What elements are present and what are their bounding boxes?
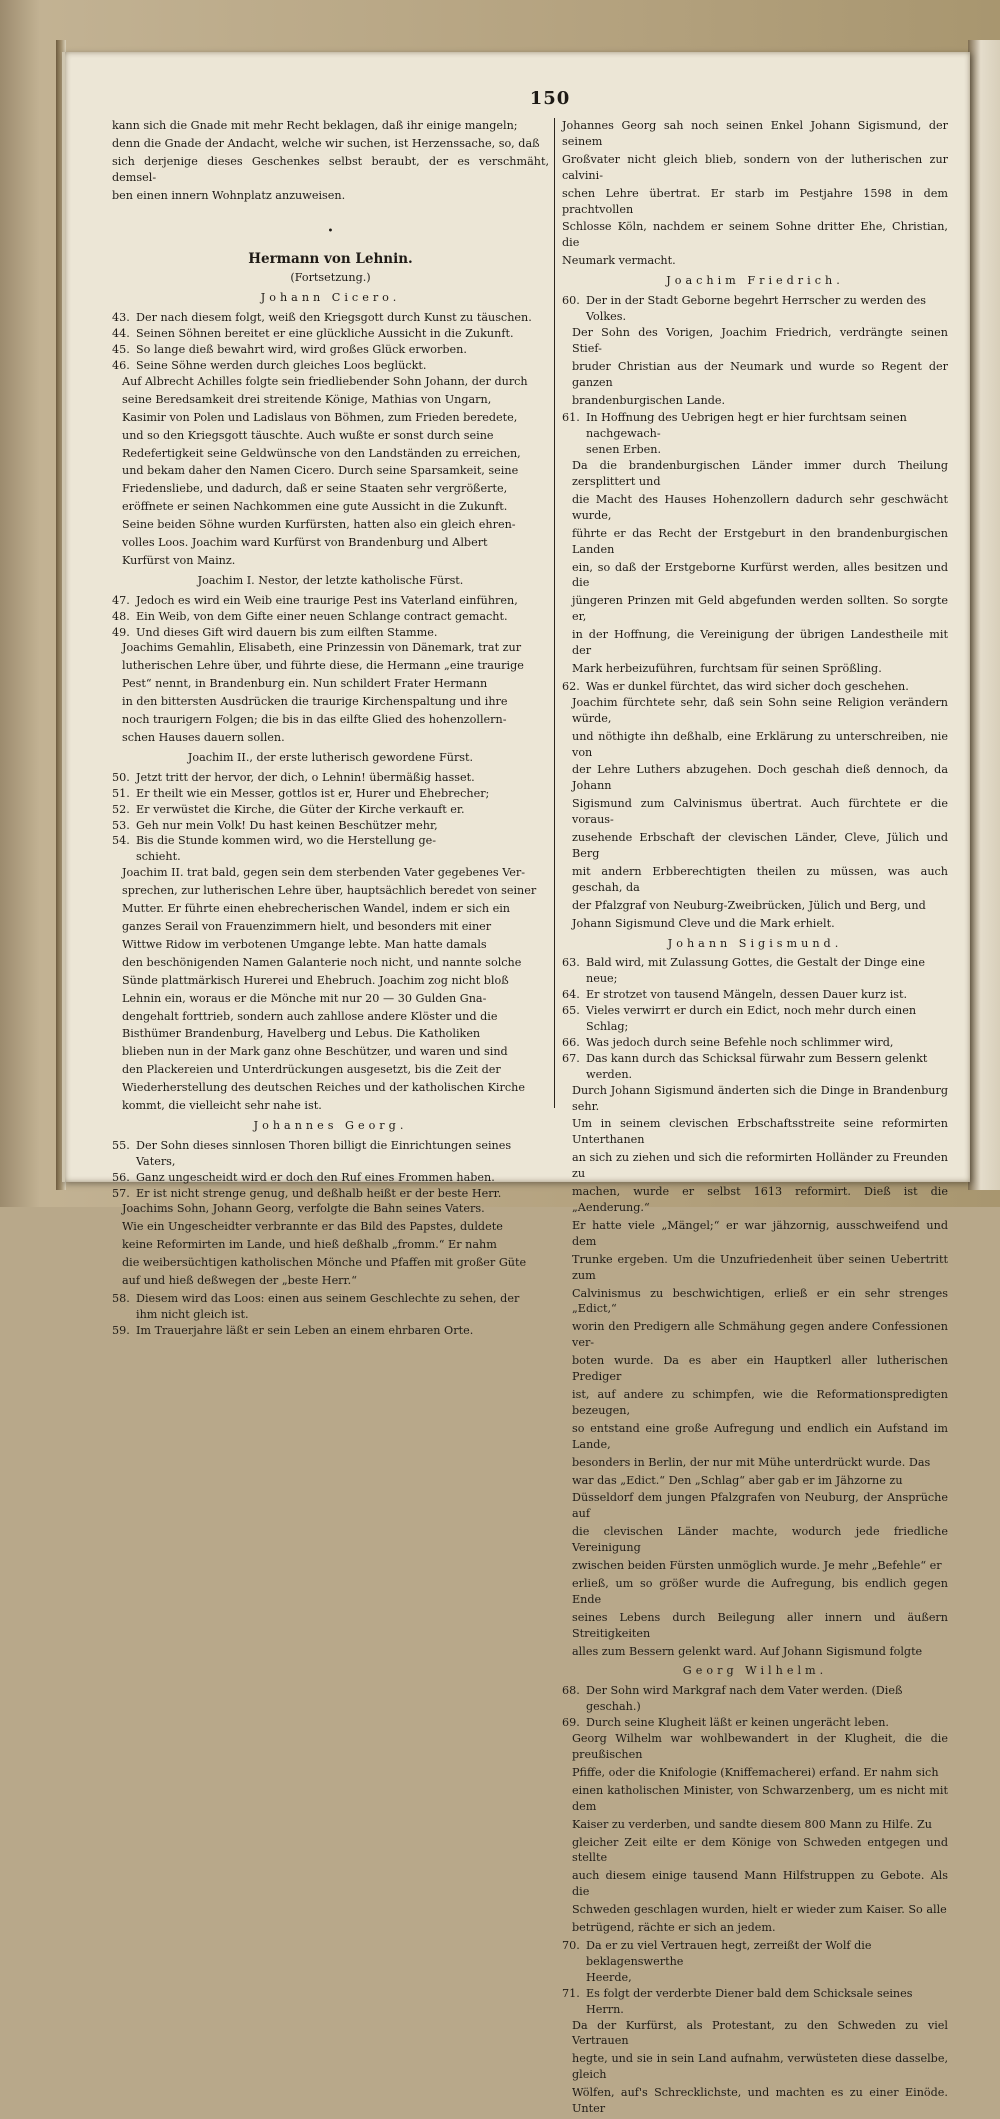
commentary-line: seines Lebens durch Beilegung aller innern und äußern Streitigkeiten [572,1610,948,1640]
commentary-line: Sünde plattmärkisch Hurerei und Ehebruch. Joachim zog nicht bloß [122,973,509,987]
verse-text: Und dieses Gift wird dauern bis zum eilften Stamme. [136,625,438,639]
commentary-line: die Macht des Hauses Hohenzollern dadurch sehr geschwächt wurde, [572,492,948,522]
commentary-line: Joachims Sohn, Johann Georg, verfolgte die Bahn seines Vaters. [122,1202,485,1216]
commentary-line: blieben nun in der Mark ganz ohne Beschützer, und waren und sind [122,1045,508,1059]
verse [562,1035,948,1051]
commentary-line: den beschönigenden Namen Galanterie noch nicht, und nannte solche [122,955,522,969]
verse-number: 61. [562,411,580,425]
commentary-line: dengehalt forttrieb, sondern auch zahllose andere Klöster und die [122,1009,498,1023]
verse [112,1291,549,1307]
commentary-line: Sigismund zum Calvinismus übertrat. Auch fürchtete er die voraus- [572,797,948,827]
verse [112,609,549,625]
verse-number: 54. [112,834,130,848]
verse-number: 63. [562,956,580,970]
commentary-line: noch traurigern Folgen; die bis in das eilfte Glied des hohenzollern- [122,713,507,727]
commentary-line: ein, so daß der Erstgeborne Kurfürst werden, alles besitzen und die [572,560,948,590]
commentary-line: Lehnin ein, woraus er die Mönche mit nur 20 — 30 Gulden Gna- [122,991,487,1005]
commentary-line: boten wurde. Da es aber ein Hauptkerl aller lutherischen Prediger [572,1354,948,1384]
verse [112,1138,549,1154]
verse-number: 60. [562,294,580,308]
verse-text: Was jedoch durch seine Befehle noch schlimmer wird, [586,1035,894,1049]
right-column [562,118,948,2119]
verse-text: Der Sohn wird Markgraf nach dem Vater werden. (Dieß geschah.) [586,1684,903,1714]
commentary-line: betrügend, rächte er sich an jedem. [572,1921,776,1935]
commentary-line: jüngeren Prinzen mit Geld abgefunden werden sollten. So sorgte er, [572,594,948,624]
verse [112,802,549,818]
commentary-line: die clevischen Länder machte, wodurch jede friedliche Vereinigung [572,1525,948,1555]
commentary-line: der Lehre Luthers abzugehen. Doch geschah dieß dennoch, da Johann [572,763,948,793]
verse-number: 46. [112,358,130,372]
commentary-line: Seine beiden Söhne wurden Kurfürsten, hatten also ein gleich ehren- [122,518,516,532]
commentary-line: Joachims Gemahlin, Elisabeth, eine Prinzessin von Dänemark, trat zur [122,641,522,655]
verse [112,326,549,342]
verse [562,955,948,987]
commentary-line: in der Hoffnung, die Vereinigung der übrigen Landestheile mit der [572,628,948,658]
column-divider [554,118,555,1108]
text-line: Neumark vermacht. [562,254,676,268]
commentary-line: Pest“ nennt, in Brandenburg ein. Nun schildert Frater Hermann [122,677,488,691]
commentary-line: Georg Wilhelm war wohlbewandert in der Klugheit, die die preußischen [572,1732,948,1761]
commentary-line: Wölfen, auf's Schrecklichste, und machten es zu einer Einöde. Unter [572,2086,948,2116]
verse [562,987,948,1003]
commentary-line: zwischen beiden Fürsten unmöglich wurde. Je mehr „Befehle“ er [572,1559,942,1573]
verse-number: 68. [562,1684,580,1698]
commentary-line: Kurfürst von Mainz. [122,553,236,567]
verse-text: Im Trauerjahre läßt er sein Leben an einem ehrbaren Orte. [136,1323,474,1337]
verse-text: Er strotzet von tausend Mängeln, dessen Dauer kurz ist. [586,988,908,1002]
verse-text: Ganz ungescheidt wird er doch den Ruf eines Frommen haben. [136,1170,495,1184]
verse-text: Jedoch es wird ein Weib eine traurige Pest ins Vaterland einführen, [136,593,518,607]
verse [112,1323,549,1339]
commentary-line: keine Reformirten im Lande, und hieß deßhalb „fromm.“ Er nahm [122,1238,497,1252]
verse [112,786,549,802]
commentary-line: Der Sohn des Vorigen, Joachim Friedrich, verdrängte seinen Stief- [572,325,948,355]
verse [112,625,549,641]
text-line: Großvater nicht gleich blieb, sondern von der lutherischen zur calvini- [562,152,948,182]
verse-text: Jetzt tritt der hervor, der dich, o Lehnin! übermäßig hasset. [136,770,475,784]
commentary-line: brandenburgischen Lande. [572,393,726,407]
verse-text: Was er dunkel fürchtet, das wird sicher doch geschehen. [586,679,909,693]
verse-number: 62. [562,679,580,693]
section-heading: Johannes Georg. [253,1118,408,1132]
verse-number: 71. [562,1986,580,2000]
commentary-line: lutherischen Lehre über, und führte diese, die Hermann „eine traurige [122,659,524,673]
verse-number: 69. [562,1716,580,1730]
facing-page-edge [968,40,1000,1190]
verse-number: 66. [562,1035,580,1049]
verse [112,1170,549,1186]
verse-continuation: schieht. [136,850,181,864]
commentary-line: alles zum Bessern gelenkt ward. Auf Johann Sigismund folgte [572,1644,923,1658]
verse [112,358,549,374]
verse [112,833,549,849]
verse-text: Durch seine Klugheit läßt er keinen ungerächt leben. [586,1716,889,1730]
verse-text: In Hoffnung des Uebrigen hegt er hier furchtsam seinen nachgewach- [586,411,907,441]
verse [562,1683,948,1715]
commentary-line: Mark herbeizuführen, furchtsam für seinen Sprößling. [572,662,882,675]
commentary-line: seine Beredsamkeit drei streitende Könige, Mathias von Ungarn, [122,392,492,406]
commentary-line: den Plackereien und Unterdrückungen ausgesetzt, bis die Zeit der [122,1063,501,1077]
commentary-line: Er hatte viele „Mängel;“ er war jähzornig, ausschweifend und dem [572,1218,948,1248]
verse-text: Bald wird, mit Zulassung Gottes, die Gestalt der Dinge eine neue; [586,956,925,986]
verse-text: Diesem wird das Loos: einen aus seinem Geschlechte zu sehen, der [136,1292,520,1305]
left-column: kann sich die Gnade mit mehr Recht beklagen, daß ihr einige mangeln; denn die Gnade der Andacht, welche wir suchen, ist Herzenssache, so, daß sich derjenige dieses Geschenkes selbst beraubt, der es verschmäht, demsel- ben einen innern Wohnplatz anzuweisen. • Hermann von Lehnin. (Fortsetzung.) Johann Cicero. 43. Der nach diesem folgt, weiß den Kriegsgott durch Kunst zu täuschen. 44. Seinen Söhnen bereitet er eine glückliche Aussicht in die Zukunft. 45. So lange dieß bewahrt wird, wird großes Glück erworben. 46. Seine Söhne werden durch gleiches Loos beglückt. Auf Albrecht Achilles folgte sein friedliebender Sohn Johann, der durch seine Beredsamkeit drei streitende Könige, Mathias von Ungarn, Kasimir von Polen und Ladislaus von Böhmen, zum Frieden beredete, und so den Kriegsgott täuschte. Auch wußte er sonst durch seine Redefertigkeit seine Geldwünsche von den Landständen zu erreichen, und bekam daher den Namen Cicero. Durch seine Sparsamkeit, seine Friedensliebe, und dadurch, daß er seine Staaten sehr vergrößerte, eröffnete er seinen Nachkommen eine gute Aussicht in die Zukunft. Seine beiden Söhne wurden Kurfürsten, hatten also ein gleich ehren- volles Loos. Joachim ward Kurfürst von Brandenburg und Albert Kurfürst von Mainz. Joachim I. Nestor, der letzte katholische Fürst. 47. Jedoch es wird ein Weib eine traurige Pest ins Vaterland einführen, 48. Ein Weib, von dem Gifte einer neuen Schlange contract gemacht. 49. Und dieses Gift wird dauern bis zum eilften Stamme. Joachims Gemahlin, Elisabeth, eine Prinzessin von Dänemark, trat zur lutherischen Lehre über, und führte diese, die Hermann „eine traurige Pest“ nennt, in Brandenburg ein. Nun schildert Frater Hermann in den bittersten Ausdrücken die traurige Kirchenspaltung und ihre noch traurigern Folgen; die bis in das eilfte Glied des hohenzollern- schen Hauses dauern sollen. Joachim II., der erste lutherisch gewordene Fürst. 50. Jetzt tritt der hervor, der dich, o Lehnin! übermäßig hasset. 51. Er theilt wie ein Messer, gottlos ist er, Hurer und Ehebrecher; 52. Er verwüstet die Kirche, die Güter der Kirche verkauft er. 53. Geh nur mein Volk! Du hast keinen Beschützer mehr, 54. Bis die Stunde kommen wird, wo die Herstellung ge- schieht. Joachim II. trat bald, gegen sein dem sterbenden Vater gegebenes Ver- sprechen, zur lutherischen Lehre über, hauptsächlich beredet von seiner Mutter. Er führte einen ehebrecherischen Wandel, indem er sich ein ganzes Serail von Frauenzimmern hielt, und besonders mit einer Wittwe Ridow im verbotenen Umgange lebte. Man hatte damals den beschönigenden Namen Galanterie noch nicht, und nannte solche Sünde plattmärkisch Hurerei und Ehebruch. Joachim zog nicht bloß Lehnin ein, woraus er die Mönche mit nur 20 — 30 Gulden Gna- dengehalt forttrieb, sondern auch zahllose andere Klöster und die Bisthümer Brandenburg, Havelberg und Lebus. Die Katholiken blieben nun in der Mark ganz ohne Beschützer, und waren und sind den Plackereien und Unterdrückungen ausgesetzt, bis die Zeit der Wiederherstellung des deutschen Reiches und der katholischen Kirche kommt, die vielleicht sehr nahe ist. Johannes Georg. 55. Der Sohn dieses sinnlosen Thoren billigt die Einrichtungen seines Vaters, 56. Ganz ungescheidt wird er doch den Ruf eines Frommen haben. 57. Er ist nicht strenge genug, und deßhalb heißt er der beste Herr. Joachims Sohn, Johann Georg, verfolgte die Bahn seines Vaters. Wie ein Ungescheidter verbrannte er das Bild des Papstes, duldete keine Reformirten im Lande, und hieß deßhalb „fromm.“ Er nahm die weibersüchtigen katholischen Mönche und Pfaffen mit großer Güte auf und hieß deßwegen der „beste Herr.“ 58. Diesem wird das Loos: einen aus seinem Geschlechte zu sehen, der ihm nicht gleich ist. 59. Im Trauerjahre läßt er sein Leben an einem ehrbaren Orte. [112,119,549,1337]
commentary-line: Schweden geschlagen wurden, hielt er wieder zum Kaiser. So alle [572,1903,947,1917]
commentary-line: in den bittersten Ausdrücken die traurige Kirchenspaltung und ihre [122,695,508,709]
commentary-line: Wiederherstellung des deutschen Reiches und der katholischen Kirche [122,1081,525,1095]
commentary-line: Da der Kurfürst, als Protestant, zu den Schweden zu viel Vertrauen [572,2018,948,2048]
verse-number: 70. [562,1938,580,1952]
verse-number: 58. [112,1292,130,1305]
commentary-line: und so den Kriegsgott täuschte. Auch wußte er sonst durch seine [122,428,494,442]
section-heading: Joachim II., der erste lutherisch gewordene Fürst. [187,750,474,764]
text-line: sich derjenige dieses Geschenkes selbst beraubt, der es verschmäht, demsel- [112,154,549,184]
commentary-line: war das „Edict.“ Den „Schlag“ aber gab er im Jähzorne zu [572,1473,903,1487]
commentary-line: die weibersüchtigen katholischen Mönche und Pfaffen mit großer Güte [122,1256,527,1270]
verse-text: Er ist nicht strenge genug, und deßhalb heißt er der beste Herr. [136,1186,502,1200]
commentary-line: erließ, um so größer wurde die Aufregung, bis endlich gegen Ende [572,1576,948,1606]
commentary-line: auch diesem einige tausend Mann Hilfstruppen zu Gebote. Als die [572,1869,948,1899]
article-subtitle: (Fortsetzung.) [290,271,371,285]
commentary-line: gleicher Zeit eilte er dem Könige von Schweden entgegen und stellte [572,1835,948,1865]
verse [562,679,948,695]
commentary-line: schen Hauses dauern sollen. [122,731,285,744]
verse-number: 49. [112,625,130,639]
verse-number: 57. [112,1186,130,1200]
commentary-line: Wittwe Ridow im verbotenen Umgange lebte. Man hatte damals [122,937,487,951]
commentary-line: mit andern Erbberechtigten theilen zu müssen, was auch geschah, da [572,864,948,894]
commentary-line: der Pfalzgraf von Neuburg-Zweibrücken, Jülich und Berg, und [572,898,926,912]
commentary-line: Calvinismus zu beschwichtigen, erließ er ein sehr strenges „Edict,“ [572,1286,948,1316]
verse [562,1051,948,1083]
verse-text: Es folgt der verderbte Diener bald dem Schicksale seines Herrn. [586,1986,913,2016]
verse-continuation: senen Erben. [586,443,662,457]
verse [112,593,549,609]
commentary-line: ist, auf andere zu schimpfen, wie die Reformationspredigten bezeugen, [572,1387,948,1417]
verse-number: 48. [112,609,130,623]
verse [562,1003,948,1035]
verse-number: 64. [562,988,580,1002]
verse-text: So lange dieß bewahrt wird, wird großes Glück erworben. [136,343,467,357]
commentary-line: hegte, und sie in sein Land aufnahm, verwüsteten diese dasselbe, gleich [572,2052,948,2082]
text-line: Johannes Georg sah noch seinen Enkel Johann Sigismund, der seinem [562,119,948,148]
verse-continuation: Vaters, [136,1154,176,1168]
verse-number: 51. [112,786,130,800]
verse-number: 50. [112,770,130,784]
verse-text: Geh nur mein Volk! Du hast keinen Beschützer mehr, [136,818,438,832]
section-heading: Joachim Friedrich. [666,274,844,288]
commentary-line: Pfiffe, oder die Knifologie (Kniffemacherei) erfand. Er nahm sich [572,1765,939,1779]
verse [562,410,948,442]
commentary-line: Wie ein Ungescheidter verbrannte er das Bild des Papstes, duldete [122,1220,503,1234]
commentary-line: auf und hieß deßwegen der „beste Herr.“ [122,1274,357,1288]
commentary-line: Auf Albrecht Achilles folgte sein friedliebender Sohn Johann, der durch [122,374,528,388]
commentary-line: Durch Johann Sigismund änderten sich die Dinge in Brandenburg sehr. [572,1083,948,1113]
commentary-line: ganzes Serail von Frauenzimmern hielt, und besonders mit einer [122,919,492,933]
verse-number: 52. [112,802,130,816]
text-line: schen Lehre übertrat. Er starb im Pestjahre 1598 in dem prachtvollen [562,186,948,216]
verse-text: Seine Söhne werden durch gleiches Loos beglückt. [136,358,427,372]
verse [562,1986,948,2018]
verse-text: Da er zu viel Vertrauen hegt, zerreißt der Wolf die beklagenswerthe [586,1938,872,1968]
section-heading: Georg Wilhelm. [682,1664,828,1678]
verse-number: 59. [112,1323,130,1337]
verse-number: 53. [112,818,130,832]
commentary-line: Da die brandenburgischen Länder immer durch Theilung zersplittert und [572,459,948,489]
commentary-line: Johann Sigismund Cleve und die Mark erhielt. [572,916,835,930]
verse [112,818,549,834]
verse-number: 43. [112,311,130,325]
verse-text: Der Sohn dieses sinnlosen Thoren billigt die Einrichtungen seines [136,1138,512,1152]
commentary-line: und nöthigte ihn deßhalb, eine Erklärung zu unterschreiben, nie von [572,729,948,759]
commentary-line: an sich zu ziehen und sich die reformirten Holländer zu Freunden zu [572,1151,948,1181]
text-line: ben einen innern Wohnplatz anzuweisen. [112,188,346,202]
verse-number: 44. [112,327,130,341]
verse-text: Seinen Söhnen bereitet er eine glückliche Aussicht in die Zukunft. [136,327,514,341]
commentary-line: machen, wurde er selbst 1613 reformirt. Dieß ist die „Aenderung.“ [572,1185,948,1214]
verse [112,342,549,358]
commentary-line: so entstand eine große Aufregung und endlich ein Aufstand im Lande, [572,1421,948,1451]
verse-continuation: ihm nicht gleich ist. [136,1307,249,1321]
verse-number: 47. [112,593,130,607]
section-heading: Johann Sigismund. [667,936,843,950]
verse [112,770,549,786]
commentary-line: Redefertigkeit seine Geldwünsche von den Landständen zu erreichen, [122,446,521,460]
verse-number: 45. [112,343,130,357]
verse-text: Er verwüstet die Kirche, die Güter der Kirche verkauft er. [136,802,465,816]
text-line: kann sich die Gnade mit mehr Recht beklagen, daß ihr einige mangeln; [112,119,518,132]
commentary-line: Joachim fürchtete sehr, daß sein Sohn seine Religion verändern würde, [572,695,948,725]
text-line: Schlosse Köln, nachdem er seinem Sohne dritter Ehe, Christian, die [562,220,948,250]
commentary-line: kommt, die vielleicht sehr nahe ist. [122,1099,322,1113]
verse-continuation: Heerde, [586,1970,632,1984]
verse-text: Vieles verwirrt er durch ein Edict, noch mehr durch einen Schlag; [586,1004,917,1034]
verse [562,1715,948,1731]
verse-text: Der in der Stadt Geborne begehrt Herrscher zu werden des Volkes. [586,294,926,323]
verse-text: Der nach diesem folgt, weiß den Kriegsgott durch Kunst zu täuschen. [136,311,532,325]
verse-text: Das kann durch das Schicksal fürwahr zum Bessern gelenkt werden. [586,1051,928,1081]
commentary-line: sprechen, zur lutherischen Lehre über, hauptsächlich beredet von seiner [122,884,537,898]
commentary-line: führte er das Recht der Erstgeburt in den brandenburgischen Landen [572,526,948,556]
commentary-line: zusehende Erbschaft der clevischen Länder, Cleve, Jülich und Berg [572,831,948,860]
text-line: denn die Gnade der Andacht, welche wir suchen, ist Herzenssache, so, daß [112,136,540,150]
commentary-line: Trunke ergeben. Um die Unzufriedenheit über seinen Uebertritt zum [572,1252,948,1282]
commentary-line: Um in seinem clevischen Erbschaftsstreite seine reformirten Unterthanen [572,1117,948,1147]
commentary-line: und bekam daher den Namen Cicero. Durch seine Sparsamkeit, seine [122,464,519,478]
verse-number: 56. [112,1170,130,1184]
commentary-line: Bisthümer Brandenburg, Havelberg und Lebus. Die Katholiken [122,1027,481,1041]
page-number: 150 [529,88,571,109]
verse-text: Bis die Stunde kommen wird, wo die Herstellung ge- [136,834,437,848]
verse-number: 55. [112,1138,130,1152]
commentary-line: einen katholischen Minister, von Schwarzenberg, um es nicht mit dem [572,1783,948,1813]
article-title: Hermann von Lehnin. [248,250,413,267]
verse [112,310,549,326]
section-heading: Johann Cicero. [260,291,401,305]
commentary-line: worin den Predigern alle Schmähung gegen andere Confessionen ver- [572,1320,948,1350]
verse [562,293,948,325]
commentary-line: Düsseldorf dem jungen Pfalzgrafen von Neuburg, der Ansprüche auf [572,1491,948,1521]
commentary-line: Joachim II. trat bald, gegen sein dem sterbenden Vater gegebenes Ver- [122,866,526,880]
commentary-line: Friedensliebe, und dadurch, daß er seine Staaten sehr vergrößerte, [122,482,508,496]
commentary-line: Kasimir von Polen und Ladislaus von Böhmen, zum Frieden beredete, [122,410,518,424]
verse [562,1938,948,1970]
commentary-line: Mutter. Er führte einen ehebrecherischen Wandel, indem er sich ein [122,902,510,916]
commentary-line: volles Loos. Joachim ward Kurfürst von Brandenburg und Albert [122,536,488,550]
commentary-line: besonders in Berlin, der nur mit Mühe unterdrückt wurde. Das [572,1455,931,1469]
verse-number: 67. [562,1051,580,1065]
commentary-line: Kaiser zu verderben, und sandte diesem 800 Mann zu Hilfe. Zu [572,1817,932,1831]
verse [112,1186,549,1202]
verse-text: Ein Weib, von dem Gifte einer neuen Schlange contract gemacht. [136,609,508,623]
section-heading: Joachim I. Nestor, der letzte katholische Fürst. [197,573,464,587]
commentary-line: bruder Christian aus der Neumark und wurde so Regent der ganzen [572,359,948,389]
commentary-line: eröffnete er seinen Nachkommen eine gute Aussicht in die Zukunft. [122,500,508,514]
verse-text: Er theilt wie ein Messer, gottlos ist er, Hurer und Ehebrecher; [136,786,490,800]
verse-number: 65. [562,1004,580,1018]
